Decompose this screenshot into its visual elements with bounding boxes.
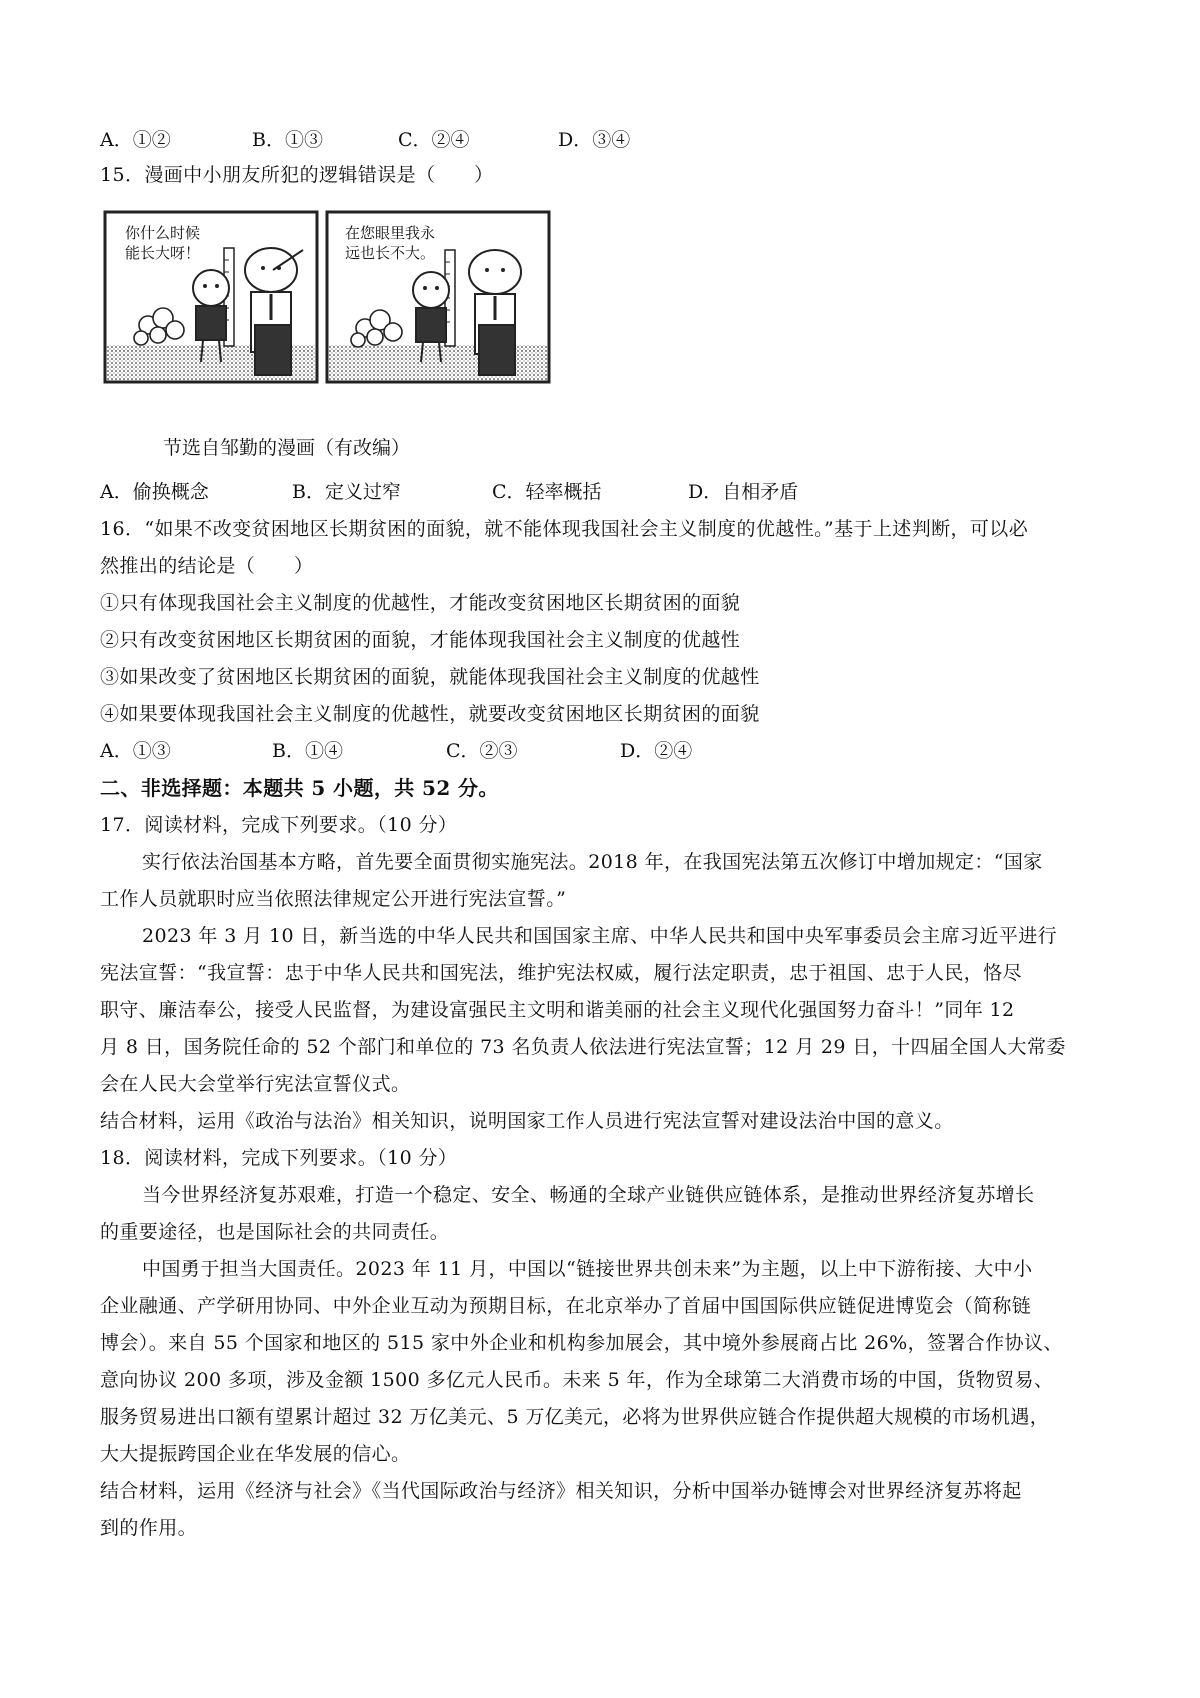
- comic-panel-1: [105, 212, 317, 382]
- q15-option-c: C．轻率概括: [492, 481, 602, 503]
- q18-para2-line2: 企业融通、产学研用协同、中外企业互动为预期目标，在北京举办了首届中国国际供应链促进博览会（简称链: [100, 1295, 1032, 1317]
- q16-option-b: B．①④: [272, 740, 343, 762]
- q16-statement-4: ④如果要体现我国社会主义制度的优越性，就要改变贫困地区长期贫困的面貌: [100, 703, 760, 725]
- q17-stem: 17．阅读材料，完成下列要求。（10 分）: [100, 814, 458, 836]
- panel1-speech-line1: 你什么时候: [125, 224, 201, 242]
- q18-question-line1: 结合材料，运用《经济与社会》《当代国际政治与经济》相关知识，分析中国举办链博会对世界经济复苏将起: [100, 1480, 1022, 1502]
- q16-option-c: C．②③: [446, 740, 518, 762]
- panel2-speech-line1: 在您眼里我永: [345, 224, 436, 242]
- q14-option-b: B．①③: [252, 129, 323, 151]
- q14-option-d: D．③④: [558, 129, 631, 151]
- q17-para2-line1: 2023 年 3 月 10 日，新当选的中华人民共和国国家主席、中华人民共和国中央军事委员会主席习近平进行: [142, 925, 1058, 947]
- q16-option-d: D．②④: [620, 740, 693, 762]
- q15-stem: 15．漫画中小朋友所犯的逻辑错误是（ ）: [100, 164, 494, 186]
- section2-heading: 二、非选择题：本题共 5 小题，共 52 分。: [100, 776, 499, 800]
- q18-para2-line1: 中国勇于担当大国责任。2023 年 11 月，中国以“链接世界共创未来”为主题，以上中下游衔接、大中小: [142, 1258, 1033, 1280]
- q16-statement-2: ②只有改变贫困地区长期贫困的面貌，才能体现我国社会主义制度的优越性: [100, 629, 741, 651]
- q14-option-a: A．①②: [100, 129, 171, 151]
- q15-option-d: D．自相矛盾: [688, 481, 799, 503]
- q16-option-a: A．①③: [100, 740, 171, 762]
- q16-statement-1: ①只有体现我国社会主义制度的优越性，才能改变贫困地区长期贫困的面貌: [100, 592, 741, 614]
- q18-para2-line4: 意向协议 200 多项，涉及金额 1500 多亿元人民币。未来 5 年，作为全球第二大消费市场的中国，货物贸易、: [100, 1369, 1054, 1391]
- q18-para2-line6: 大大提振跨国企业在华发展的信心。: [100, 1443, 411, 1465]
- q18-para2-line3: 博会）。来自 55 个国家和地区的 515 家中外企业和机构参加展会，其中境外参展商占比 26%，签署合作协议、: [100, 1332, 1063, 1354]
- panel1-speech-line2: 能长大呀！: [125, 244, 201, 262]
- q18-stem: 18．阅读材料，完成下列要求。（10 分）: [100, 1147, 458, 1169]
- q17-para2-line2: 宪法宣誓：“我宣誓：忠于中华人民共和国宪法，维护宪法权威，履行法定职责，忠于祖国、忠于人民，恪尽: [100, 962, 1022, 984]
- panel2-speech-line2: 远也长不大。: [345, 244, 436, 262]
- q15-option-b: B．定义过窄: [292, 481, 401, 503]
- q18-para1-line1: 当今世界经济复苏艰难，打造一个稳定、安全、畅通的全球产业链供应链体系，是推动世界经济复苏增长: [142, 1184, 1035, 1206]
- q18-question-line2: 到的作用。: [100, 1517, 198, 1539]
- q17-para2-line5: 会在人民大会堂举行宪法宣誓仪式。: [100, 1073, 411, 1095]
- q18-para2-line5: 服务贸易进出口额有望累计超过 32 万亿美元、5 万亿美元，必将为世界供应链合作提供超大规模的市场机遇，: [100, 1406, 1050, 1428]
- q17-para1-line2: 工作人员就职时应当依照法律规定公开进行宪法宣誓。”: [100, 888, 567, 910]
- q16-stem-line2: 然推出的结论是（ ）: [100, 555, 314, 577]
- comic-caption: 节选自邹勤的漫画（有改编）: [163, 437, 411, 459]
- q15-option-a: A．偷换概念: [100, 481, 209, 503]
- comic-panel-2: [327, 212, 549, 382]
- q17-para1-line1: 实行依法治国基本方略，首先要全面贯彻实施宪法。2018 年，在我国宪法第五次修订中增加规定：“国家: [142, 851, 1043, 873]
- comic-illustration: [103, 210, 601, 410]
- q17-question: 结合材料，运用《政治与法治》相关知识，说明国家工作人员进行宪法宣誓对建设法治中国的意义。: [100, 1110, 954, 1132]
- q16-statement-3: ③如果改变了贫困地区长期贫困的面貌，就能体现我国社会主义制度的优越性: [100, 666, 760, 688]
- q17-para2-line3: 职守、廉洁奉公，接受人民监督，为建设富强民主文明和谐美丽的社会主义现代化强国努力奋斗！”同年 12: [100, 999, 1015, 1021]
- q18-para1-line2: 的重要途径，也是国际社会的共同责任。: [100, 1221, 450, 1243]
- q14-option-c: C．②④: [398, 129, 470, 151]
- q17-para2-line4: 月 8 日，国务院任命的 52 个部门和单位的 73 名负责人依法进行宪法宣誓；12 月 29 日，十四届全国人大常委: [100, 1036, 1066, 1058]
- q16-stem-line1: 16．“如果不改变贫困地区长期贫困的面貌，就不能体现我国社会主义制度的优越性。”基于上述判断，可以必: [100, 518, 1029, 540]
